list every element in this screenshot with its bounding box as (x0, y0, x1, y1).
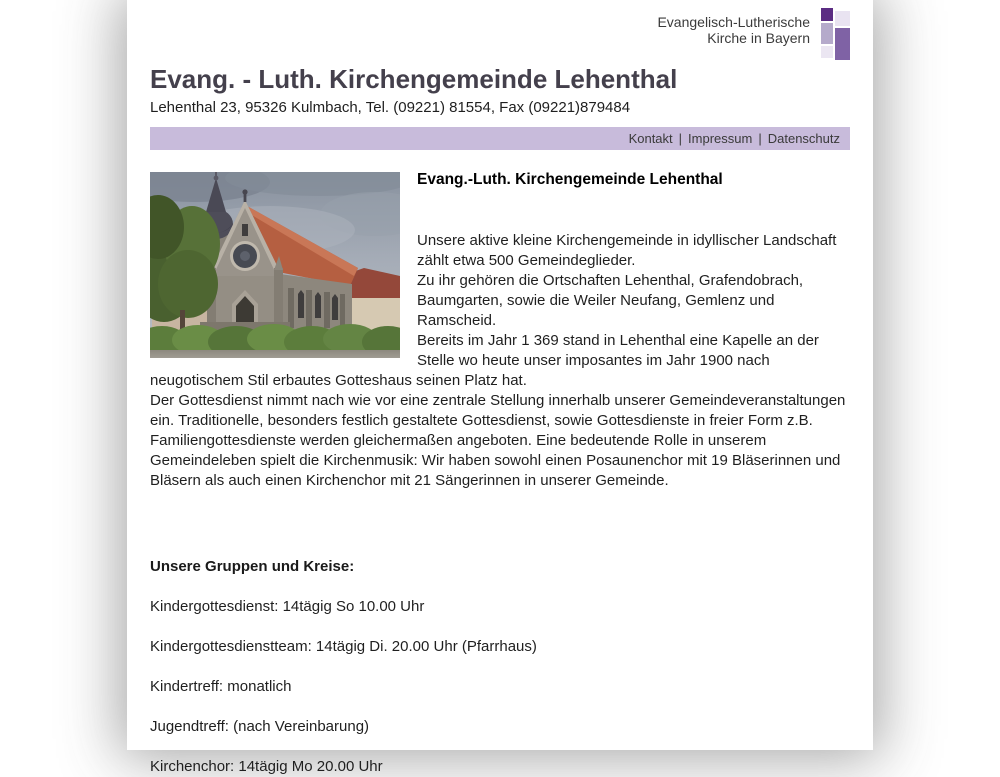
logo-left-column (821, 8, 833, 60)
main-content (150, 171, 850, 777)
logo-square-pale (821, 46, 833, 58)
logo-square-mid (835, 28, 850, 60)
nav-link-kontakt[interactable]: Kontakt (628, 131, 673, 146)
nav-link-datenschutz[interactable]: Datenschutz (767, 131, 840, 146)
intro-paragraph-4: Der Gottesdienst nimmt nach wie vor eine zentrale Stellung innerhalb unserer Gemeindeveranstaltungen ein. Traditionelle, besonders festlich gestaltete Gottesdienst, sowie Gottesdienste in freier Form z.B. Familiengottesdienste werden gleichermaßen angeboten. Eine bedeutende Rolle in unserem Gemeindeleben spielt die Kirchenmusik: Wir haben sowohl einen Posaunenchor mit 19 Bläserinnen und Bläsern als auch einen Kirchenchor mit 21 Sängerinnen in unserer Gemeinde. (150, 392, 846, 489)
brand-row (150, 0, 850, 60)
logo-square-pale-2 (835, 11, 850, 26)
site-address: Lehenthal 23, 95326 Kulmbach, Tel. (09221) 81554, Fax (09221)879484 (150, 99, 631, 116)
group-item-kirchenchor: Kirchenchor: 14tägig Mo 20.00 Uhr (150, 758, 383, 775)
intro-paragraph-1: Unsere aktive kleine Kirchengemeinde in idyllischer Landschaft zählt etwa 500 Gemeindeglieder. (417, 232, 837, 269)
nav-link-impressum[interactable]: Impressum (688, 131, 753, 146)
page-title: Evang. - Luth. Kirchengemeinde Lehenthal (150, 64, 678, 94)
content-heading: Evang.-Luth. Kirchengemeinde Lehenthal (417, 171, 723, 188)
intro-paragraph-2: Zu ihr gehören die Ortschaften Lehenthal, Grafendobrach, Baumgarten, sowie die Weiler Neufang, Gemlenz und Ramscheid. (417, 272, 804, 329)
elkb-logo-icon (821, 8, 850, 60)
church-photo (150, 172, 400, 358)
content-column (127, 0, 873, 775)
group-item-kindergottesdienst: Kindergottesdienst: 14tägig So 10.00 Uhr (150, 598, 425, 615)
group-item-jugendtreff: Jugendtreff: (nach Vereinbarung) (150, 718, 370, 735)
groups-section (150, 557, 850, 777)
brand-line-2: Kirche in Bayern (707, 30, 810, 46)
nav-bar (150, 127, 850, 150)
intro-paragraph-3: Bereits im Jahr 1 369 stand in Lehenthal eine Kapelle an der Stelle wo heute unser imposantes im Jahr 1900 nach neugotischem Stil erbautes Gotteshaus seinen Platz hat. (150, 332, 819, 389)
brand-line-1: Evangelisch-Lutherische (657, 14, 810, 30)
brand-text (657, 14, 810, 46)
logo-right-column (835, 11, 850, 60)
nav-separator: | (758, 131, 762, 146)
logo-square-gray (821, 23, 833, 44)
logo-square-dark (821, 8, 833, 21)
nav-separator: | (678, 131, 683, 146)
group-item-kindergottesdienstteam: Kindergottesdienstteam: 14tägig Di. 20.00 Uhr (Pfarrhaus) (150, 638, 537, 655)
group-item-kindertreff: Kindertreff: monatlich (150, 678, 292, 695)
groups-title: Unsere Gruppen und Kreise: (150, 558, 355, 575)
